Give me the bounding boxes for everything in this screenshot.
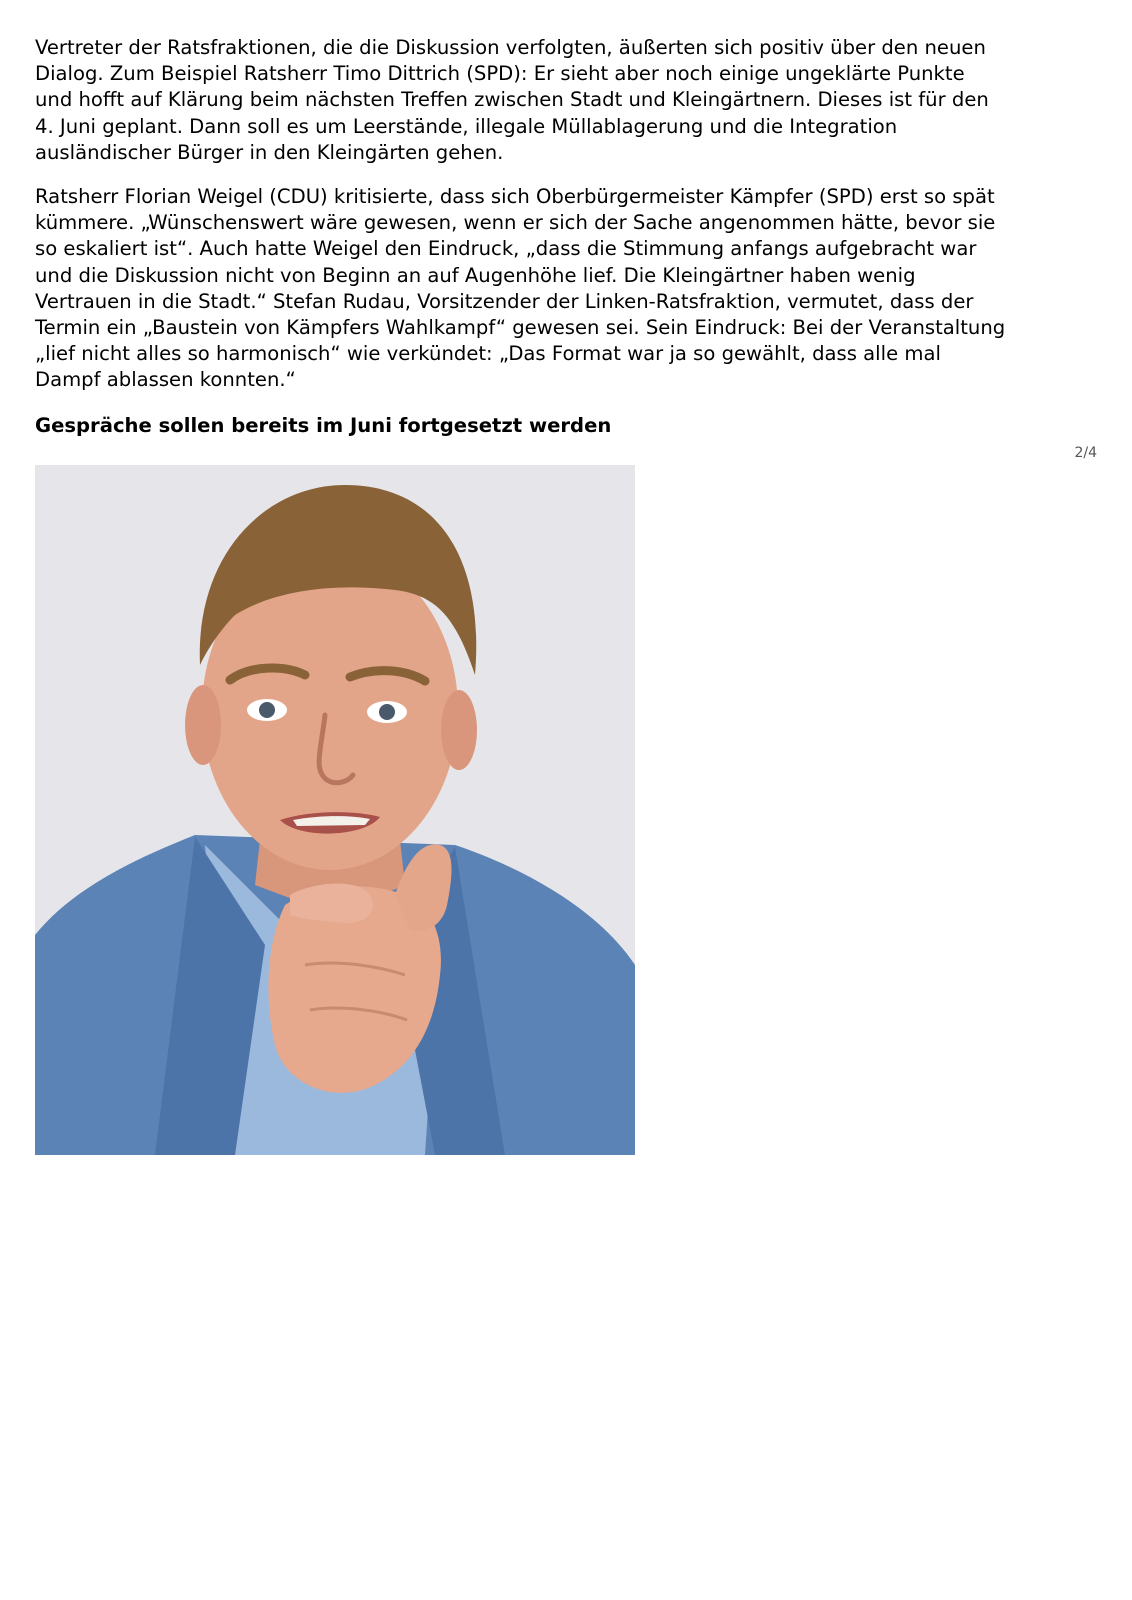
text-line: Vertreter der Ratsfraktionen, die die Diskussion verfolgten, äußerten sich positiv über den neuen [35, 36, 986, 59]
article-paragraph-2 [35, 184, 1100, 394]
pupil-left [259, 702, 275, 718]
text-line: Dialog. Zum Beispiel Ratsherr Timo Dittrich (SPD): Er sieht aber noch einige ungeklärte Punkte [35, 62, 965, 86]
article-body [35, 35, 1100, 439]
text-line: Ratsherr Florian Weigel (CDU) kritisierte, dass sich Oberbürgermeister Kämpfer (SPD) erst so spät [35, 185, 995, 209]
text-line: ausländischer Bürger in den Kleingärten gehen. [35, 140, 504, 164]
ear-left [185, 685, 221, 765]
text-line: kümmere. „Wünschenswert wäre gewesen, wenn er sich der Sache angenommen hätte, bevor sie [35, 211, 996, 235]
text-line: „lief nicht alles so harmonisch“ wie verkündet: „Das Format war ja so gewählt, dass alle mal [35, 342, 941, 366]
ear-right [441, 690, 477, 770]
index-finger [290, 883, 373, 923]
section-heading: Gespräche sollen bereits im Juni fortgesetzt werden [35, 413, 612, 437]
page-number: 2/4 [1074, 445, 1097, 461]
text-line: und hofft auf Klärung beim nächsten Treffen zwischen Stadt und Kleingärtnern. Dieses ist für den [35, 88, 989, 112]
text-line: und die Diskussion nicht von Beginn an auf Augenhöhe lief. Die Kleingärtner haben wenig [35, 263, 916, 287]
photo-illustration [35, 465, 635, 1155]
text-line: 4. Juni geplant. Dann soll es um Leerstände, illegale Müllablagerung und die Integration [35, 114, 898, 138]
text-line: Vertrauen in die Stadt.“ Stefan Rudau, Vorsitzender der Linken-Ratsfraktion, vermutet, dass der [35, 289, 974, 313]
pupil-right [379, 704, 395, 720]
text-line: Dampf ablassen konnten.“ [35, 368, 296, 392]
text-line: so eskaliert ist“. Auch hatte Weigel den Eindruck, „dass die Stimmung anfangs aufgebracht war [35, 237, 977, 261]
article-photo [35, 465, 635, 1155]
text-line: Termin ein „Baustein von Kämpfers Wahlkampf“ gewesen sei. Sein Eindruck: Bei der Veranstaltung [35, 316, 1006, 340]
article-paragraph-1 [35, 35, 1100, 166]
